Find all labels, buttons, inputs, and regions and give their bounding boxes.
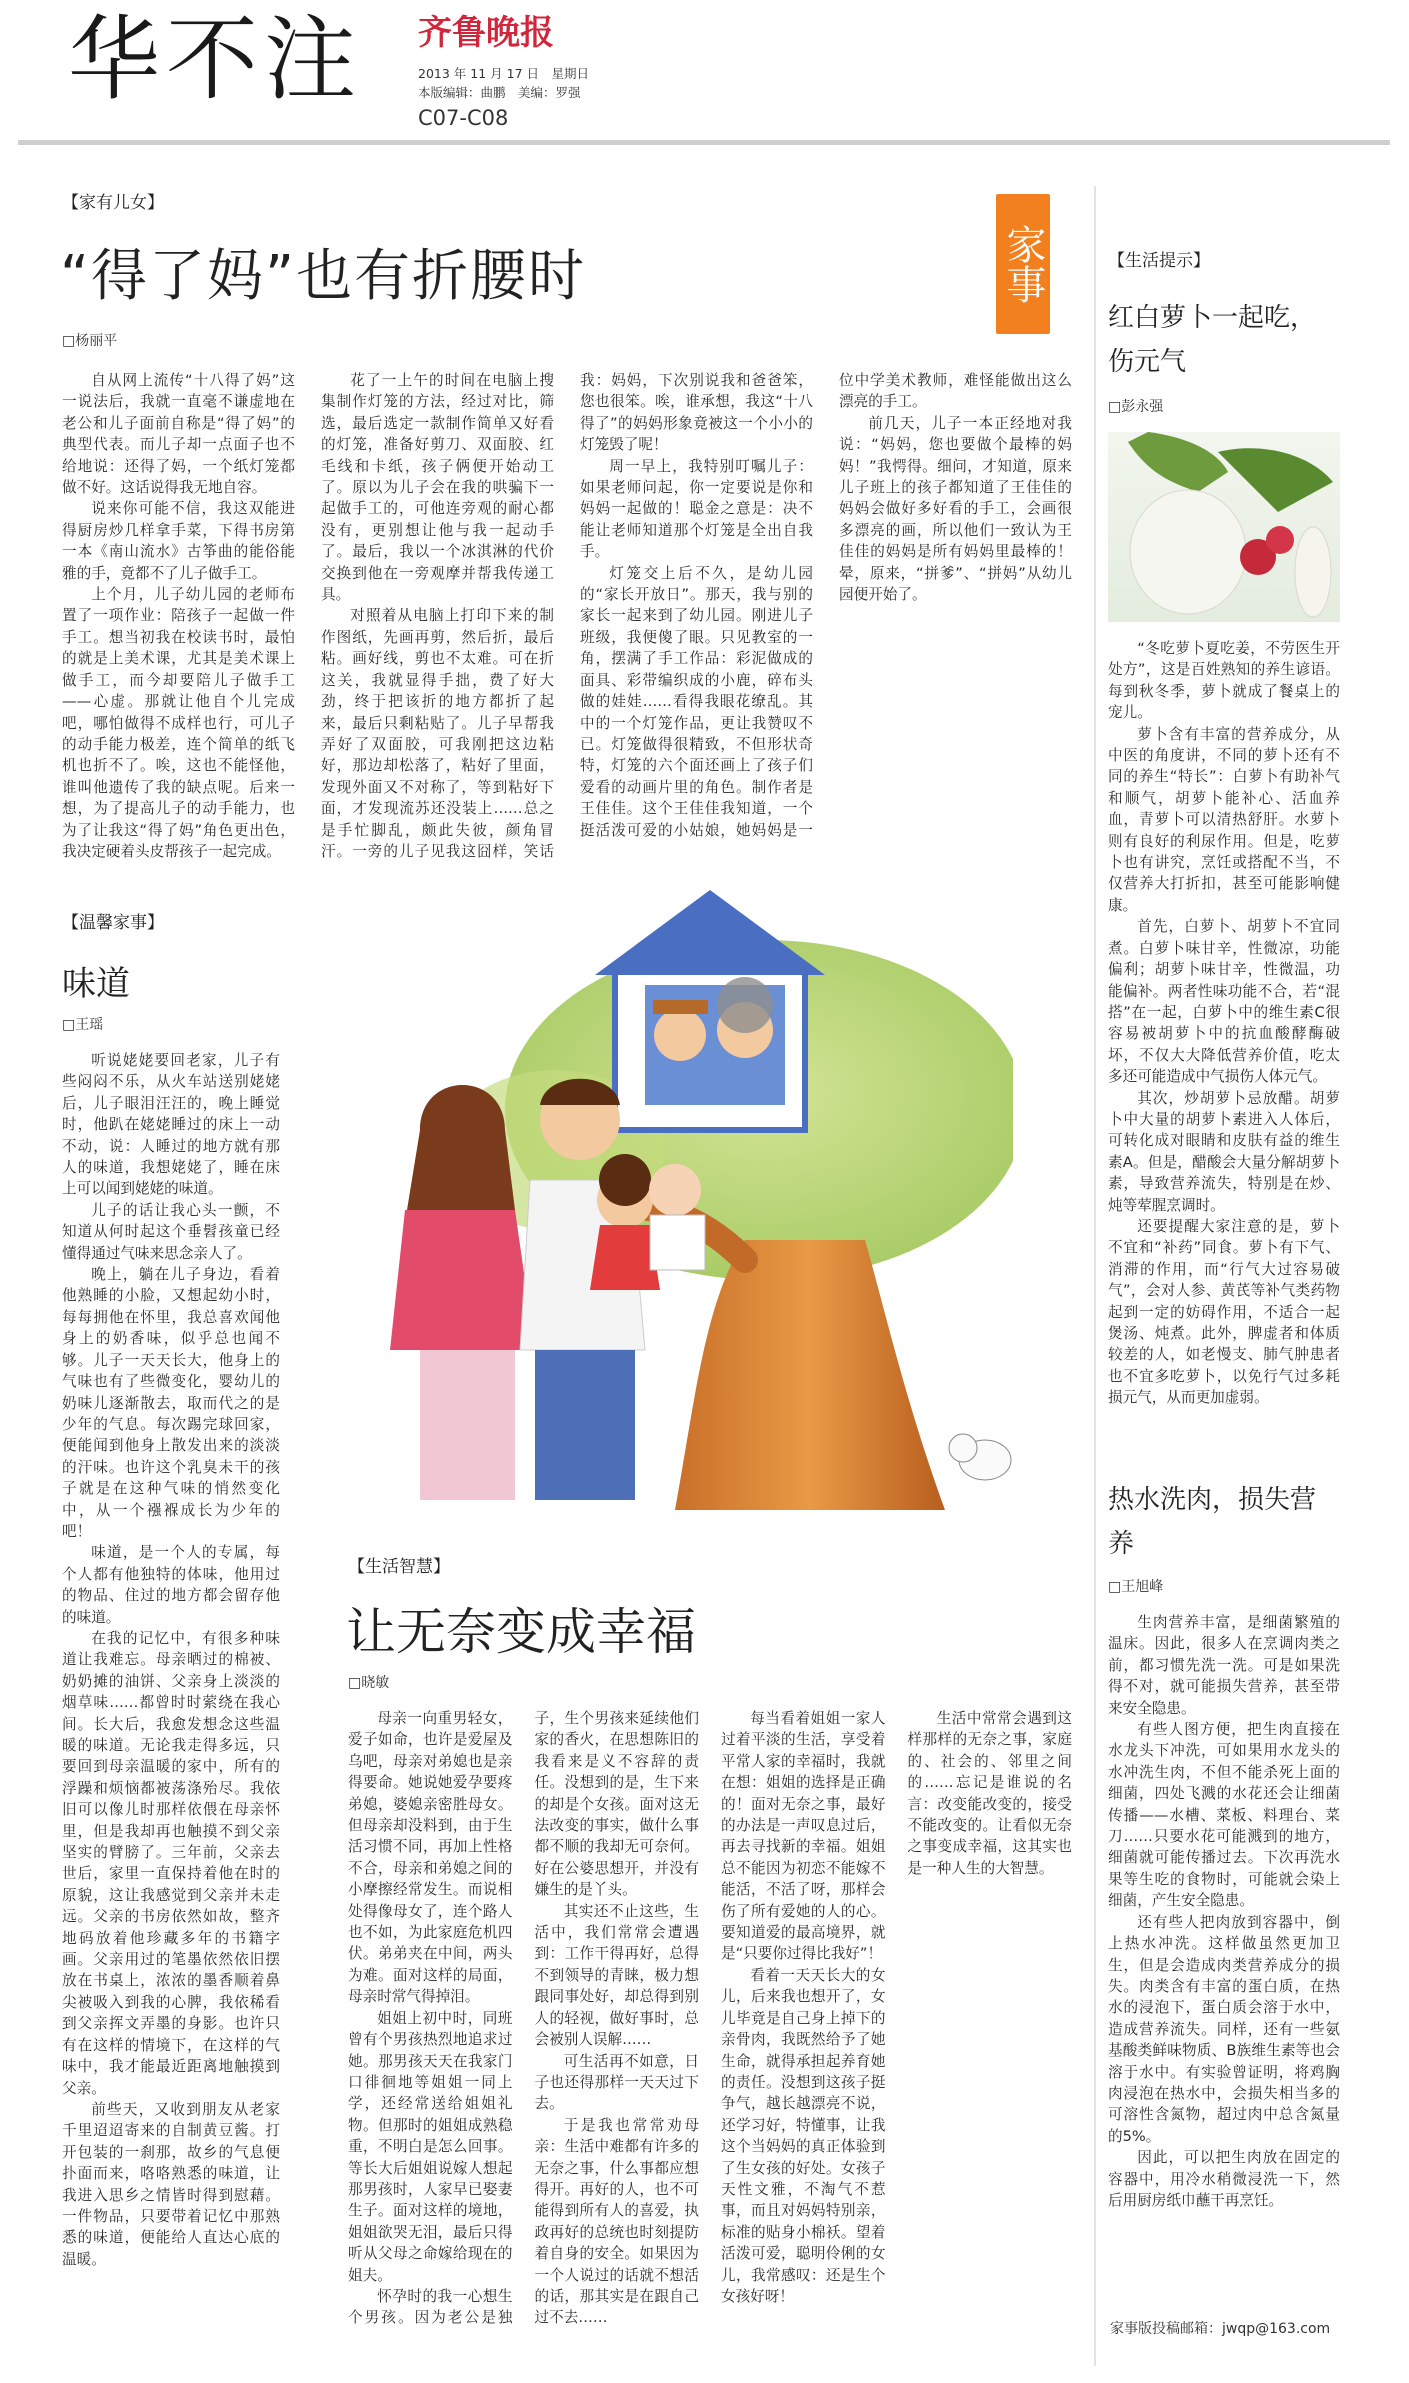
paragraph: 在我的记忆中，有很多种味道让我难忘。母亲晒过的棉被、奶奶摊的油饼、父亲身上淡淡的烟草味……都曾时时萦绕在我心间。长大后，我愈发想念这些温暖的味道。无论我走得多远，只要回到母亲温暖的家中，所有的浮躁和烦恼都被荡涤殆尽。我依旧可以像儿时那样依偎在母亲怀里，但是我却再也触摸不到父亲坚实的臂膀了。三年前，父亲去世后，家里一直保持着他在时的原貌，这让我感觉到父亲并未走远。父亲的书房依然如故，整齐地码放着他珍藏多年的书籍字画。父亲用过的笔墨依然依旧摆放在书桌上，浓浓的墨香顺着鼻尖被吸入到我的心脾，我依稀看到父亲挥文弄墨的身影。也许只有在这样的情境下，在这样的气味中，我才能最近距离地触摸到父亲。 xyxy=(62,1629,280,2097)
article4-tag: 【生活提示】 xyxy=(1108,251,1210,271)
paragraph: 有些人图方便，把生肉直接在水龙头下冲洗，可如果用水龙头的水冲洗生肉，不但不能杀死上面的细菌，四处飞溅的水花还会让细菌传播——水槽、菜板、料理台、菜刀……只要水花可能溅到的地方，细菌就可能传播过去。下次再洗水果等生吃的食物时，可能就会染上细菌，产生安全隐患。 xyxy=(1108,1721,1340,1910)
paragraph: “冬吃萝卜夏吃姜，不劳医生开处方”，这是百姓熟知的养生谚语。每到秋冬季，萝卜就成了餐桌上的宠儿。 xyxy=(1108,640,1340,722)
paragraph: 母亲一向重男轻女，爱子如命，也许是爱屋及乌吧，母亲对弟媳也是亲得要命。她说她爱孕要疼弟媳，婆媳亲密胜母女。但母亲却没料到，由于生活习惯不同，再加上性格不合，母亲和弟媳之间的小摩擦经常发生。而说相处得像母女了，连个路人也不如，为此家庭危机四伏。弟弟夹在中间，两头为难。面对这样的局面，母亲时常气得掉泪。 xyxy=(348,1710,513,2006)
paragraph: 灯笼交上后不久，是幼儿园的“家长开放日”。那天，我与别的家长一起来到了幼儿园。刚进儿子班级，我便傻了眼。只见教室的一角，摆满了手工作品：彩泥做成的面具、彩带编织成的小鹿，碎布头做的娃娃……看得我眼花缭乱。其中的一个灯笼作品，更让我赞叹不已。灯笼做得很精致，不但形状奇特，灯笼的六个面还画上了孩子们爱看的动画片里的角色。制作者是王佳佳。这个王佳佳我知道，一个挺活泼可爱的小姑娘，她妈妈是一位中学美术教师，难怪能做出这么漂亮的手工。 xyxy=(580,372,1072,839)
paragraph: 花了一上午的时间在电脑上搜集制作灯笼的方法，经过对比，筛选，最后选定一款制作简单又好看的灯笼，准备好剪刀、双面胶、红毛线和卡纸，孩子俩便开始动工了。原以为儿子会在我的哄骗下一起做手工的，可他连旁观的耐心都没有，更别想让他与我一起动手了。最后，我以一个冰淇淋的代价交换到他在一旁观摩并帮我传递工具。 xyxy=(321,372,554,604)
section-badge xyxy=(996,194,1050,334)
masthead-title: 华不注 xyxy=(68,6,363,113)
paragraph: 看着一天天长大的女儿，后来我也想开了，女儿毕竟是自己身上掉下的亲骨肉，我既然给予了她生命，就得承担起养育她的责任。没想到这孩子挺争气，越长越漂亮不说，还学习好，特懂事，让我这个当妈妈的真正体验到了生女孩的好处。女孩子天性文雅，不淘气不惹事，而且对妈妈特别亲，标准的贴身小棉袄。望着活泼可爱，聪明伶俐的女儿，我常感叹：还是生个女孩好呀！ xyxy=(721,1966,886,2305)
paragraph: 可生活再不如意，日子也还得那样一天天过下去。 xyxy=(534,2052,699,2113)
paragraph: 生肉营养丰富，是细菌繁殖的温床。因此，很多人在烹调肉类之前，都习惯先洗一洗。可是如果洗得不对，就可能损失营养，甚至带来安全隐患。 xyxy=(1108,1614,1340,1717)
article1-body xyxy=(62,370,1072,875)
page-range: C07-C08 xyxy=(418,106,509,130)
issue-date: 2013 年 11 月 17 日 星期日 xyxy=(418,66,589,81)
article3-tag: 【生活智慧】 xyxy=(348,1557,450,1577)
article3-byline: □晓敏 xyxy=(348,1675,390,1691)
paragraph: 儿子的话让我心头一颤，不知道从何时起这个垂髫孩童已经懂得通过气味来思念亲人了。 xyxy=(62,1201,280,1262)
paragraph: 对照着从电脑上打印下来的制作图纸，先画再剪，然后折，最后粘。画好线，剪也不太难。可在折这关，我就显得手拙，费了好大劲，终于把该折的地方都折了起来，最后只剩粘贴了。儿子早帮我弄好了双面胶，可我刚把这边粘好，那边却松落了，粘好了里面，发现外面又不对称了，等到粘好下面，才发现流苏还没装上……总之是手忙脚乱，颇此失彼，颜角冒汗。一旁的儿子见我这囧样，笑话我：妈妈，下次别说我和爸爸笨，您也很笨。唉，谁承想，我这“十八得了”的妈妈形象竟被这一个小小的灯笼毁了呢！ xyxy=(321,372,813,860)
family-treehouse-illustration xyxy=(345,880,1013,1515)
article4-body xyxy=(1108,638,1340,1448)
masthead-meta xyxy=(418,64,589,102)
submission-email: 家事版投稿邮箱：jwqp@163.com xyxy=(1110,2321,1331,2337)
paragraph: 姐姐上初中时，同班曾有个男孩热烈地追求过她。那男孩天天在我家门口徘徊地等姐姐一同上学，还经常送给姐姐礼物。但那时的姐姐成熟稳重，不明白是怎么回事。等长大后姐姐说嫁人想起那男孩时，人家早已娶妻生子。面对这样的境地，姐姐欲哭无泪，最后只得听从父母之命嫁给现在的姐夫。 xyxy=(348,2009,513,2284)
paragraph: 萝卜含有丰富的营养成分，从中医的角度讲，不同的萝卜还有不同的养生“特长”：白萝卜有助补气和顺气，胡萝卜能补心、活血养血，青萝卜可以清热舒肝。水萝卜则有良好的利尿作用。但是，吃萝卜也有讲究，烹饪或搭配不当，不仅营养大打折扣，甚至可能影响健康。 xyxy=(1108,725,1340,914)
masthead-rule xyxy=(18,140,1390,145)
article1-tag: 【家有儿女】 xyxy=(62,193,164,213)
paragraph: 味道，是一个人的专属，每个人都有他独特的体味，他用过的物品、住过的地方都会留存他的味道。 xyxy=(62,1544,280,1626)
paragraph: 前些天，又收到朋友从老家千里迢迢寄来的自制黄豆酱。打开包装的一刹那，故乡的气息便扑面而来，咯咯熟悉的味道，让我进入思乡之情皆时得到慰藉。一件物品，只要带着记忆中那熟悉的味道，便能给人直达心底的温暖。 xyxy=(62,2100,280,2268)
paragraph: 听说姥姥要回老家，儿子有些闷闷不乐，从火车站送别姥姥后，儿子眼泪汪汪的，晚上睡觉时，他趴在姥姥睡过的床上一动不动，说：人睡过的地方就有那人的味道，我想姥姥了，睡在床上可以闻到姥姥的味道。 xyxy=(62,1052,280,1198)
paragraph: 晚上，躺在儿子身边，看着他熟睡的小脸，又想起幼小时，每每拥他在怀里，我总喜欢闻他身上的奶香味，似乎总也闻不够。儿子一天天长大，他身上的气味也有了些微变化，婴幼儿的奶味儿逐渐散去，取而代之的是少年的气息。每次踢完球回家，便能闻到他身上散发出来的淡淡的汗味。也许这个乳臭未干的孩子就是在这种气味的悄然变化中，从一个襁褓成长为少年的吧！ xyxy=(62,1266,280,1540)
radish-photo xyxy=(1108,432,1340,622)
paragraph: 上个月，儿子幼儿园的老师布置了一项作业：陪孩子一起做一件手工。想当初我在校读书时，最怕的就是上美术课，尤其是美术课上做手工，而今却要陪儿子做手工——心虚。那就让他自个儿完成吧，哪怕做得不成样也行，可儿子的动手能力极差，连个简单的纸飞机也折不了。唉，这也不能怪他，谁叫他遗传了我的缺点呢。后来一想，为了提高儿子的动手能力，也为了让我这“得了妈”角色更出色，我决定硬着头皮帮孩子一起完成。 xyxy=(62,586,295,860)
article2-body xyxy=(62,1050,280,2340)
paragraph: 于是我也常常劝母亲：生活中难都有许多的无奈之事，什么事都应想得开。再好的人，也不可能得到所有人的喜爱，执政再好的总统也时刻提防着自身的安全。如果因为一个人说过的话就不想活的话，那其实是在跟自己过不去…… xyxy=(534,2116,699,2327)
article1-byline: □杨丽平 xyxy=(62,333,118,349)
paragraph: 其实还不止这些，生活中，我们常常会遭遇到：工作干得再好，总得不到领导的青睐，极力想跟同事处好，却总得到别人的轻视，做好事时，总会被别人误解…… xyxy=(534,1902,699,2049)
paragraph: 还要提醒大家注意的是，萝卜不宜和“补药”同食。萝卜有下气、消滞的作用，而“行气大过容易破气”，会对人参、黄芪等补气类药物起到一定的妨碍作用，不适合一起煲汤、炖煮。此外，脾虚者和体质较差的人，如老慢支、肺气肿患者也不宜多吃萝卜，以免行气过多耗损元气，从而更加虚弱。 xyxy=(1108,1217,1340,1407)
article3-headline: 让无奈变成幸福 xyxy=(346,1603,696,1661)
column-divider xyxy=(1094,186,1096,2366)
paragraph: 其次，炒胡萝卜忌放醋。胡萝卜中大量的胡萝卜素进入人体后，可转化成对眼睛和皮肤有益的维生素A。但是，醋酸会大量分解胡萝卜素，导致营养流失，特别是在炒、炖等荤腥烹调时。 xyxy=(1108,1089,1340,1214)
article4-byline: □彭永强 xyxy=(1108,399,1164,415)
paragraph: 首先，白萝卜、胡萝卜不宜同煮。白萝卜味甘辛，性微凉，功能偏利；胡萝卜味甘辛，性微温，功能偏补。两者性味功能不合，若“混搭”在一起，白萝卜中的维生素C很容易被胡萝卜中的抗血酸酵酶破坏，不仅大大降低营养价值，吃太多还可能造成中气损伤人体元气。 xyxy=(1108,918,1340,1086)
article2-headline: 味道 xyxy=(62,964,130,1004)
article2-tag: 【温馨家事】 xyxy=(62,913,164,933)
article1-headline: “得了妈”也有折腰时 xyxy=(60,244,587,309)
article4-headline: 红白萝卜一起吃，伤元气 xyxy=(1108,303,1317,377)
newspaper-logo: 齐鲁晚报 xyxy=(418,13,554,53)
article5-headline: 热水洗肉，损失营养 xyxy=(1108,1485,1317,1559)
paragraph: 怀孕时的我一心想生个男孩。因为老公是独子，生个男孩来延续他们家的香火，在思想陈旧的我看来是义不容辞的责任。没想到的是，生下来的却是个女孩。面对这无法改变的事实，做什么事都不顺的我却无可奈何。好在公婆思想开，并没有嫌生的是丫头。 xyxy=(348,1710,699,2327)
paragraph: 生活中常常会遇到这样那样的无奈之事，家庭的、社会的、邻里之间的……忘记是谁说的名言：改变能改变的，接受不能改变的。让看似无奈之事变成幸福，这其实也是一种人生的大智慧。 xyxy=(907,1710,1072,1877)
article3-body xyxy=(348,1708,1072,2340)
paragraph: 说来你可能不信，我这双能进得厨房炒几样拿手菜，下得书房第一本《南山流水》古筝曲的能俗能雅的手，竟都不了儿子做手工。 xyxy=(62,500,295,582)
article5-byline: □王旭峰 xyxy=(1108,1579,1164,1595)
paragraph: 自从网上流传“十八得了妈”这一说法后，我就一直毫不谦虚地在老公和儿子面前自称是“得了妈”的典型代表。而儿子却一点面子也不给地说：还得了妈，一个纸灯笼都做不好。这话说得我无地自容。 xyxy=(62,372,295,497)
editor-credits: 本版编辑：曲鹏 美编：罗强 xyxy=(418,85,581,100)
article2-byline: □王瑶 xyxy=(62,1017,104,1033)
paragraph: 周一早上，我特别叮嘱儿子：如果老师问起，你一定要说是你和妈妈一起做的！聪金之意是：决不能让老师知道那个灯笼是全出自我手。 xyxy=(580,457,813,561)
paragraph: 每当看着姐姐一家人过着平淡的生活，享受着平常人家的幸福时，我就在想：姐姐的选择是正确的！面对无奈之事，最好的办法是一声叹息过后，再去寻找新的幸福。姐姐总不能因为初恋不能嫁不能活，不活了呀，那样会伤了所有爱她的人的心。要知道爱的最高境界，就是“只要你过得比我好”！ xyxy=(721,1710,886,1963)
paragraph: 前几天，儿子一本正经地对我说：“妈妈，您也要做个最棒的妈妈！”我愕得。细问，才知道，原来儿子班上的孩子都知道了王佳佳的妈妈会做好多好看的手工，会画很多漂亮的画，所以他们一致认为王佳佳的妈妈是所有妈妈里最棒的！晕，原来，“拼爹”、“拼妈”从幼儿园便开始了。 xyxy=(839,414,1072,604)
article5-body xyxy=(1108,1612,1340,2302)
paragraph: 还有些人把肉放到容器中，倒上热水冲洗。这样做虽然更加卫生，但是会造成肉类营养成分的损失。肉类含有丰富的蛋白质，在热水的浸泡下，蛋白质会溶于水中，造成营养流失。同样，还有一些氨基酸类鲜味物质、B族维生素等也会溶于水中。有实验曾证明，将鸡胸肉浸泡在热水中，会损失相当多的可溶性含氮物，超过肉中总含氮量的5%。 xyxy=(1108,1913,1340,2145)
section-badge-label: 家事 xyxy=(1000,224,1046,304)
paragraph: 因此，可以把生肉放在固定的容器中，用冷水稍微浸洗一下，然后用厨房纸巾蘸干再烹饪。 xyxy=(1108,2149,1340,2209)
